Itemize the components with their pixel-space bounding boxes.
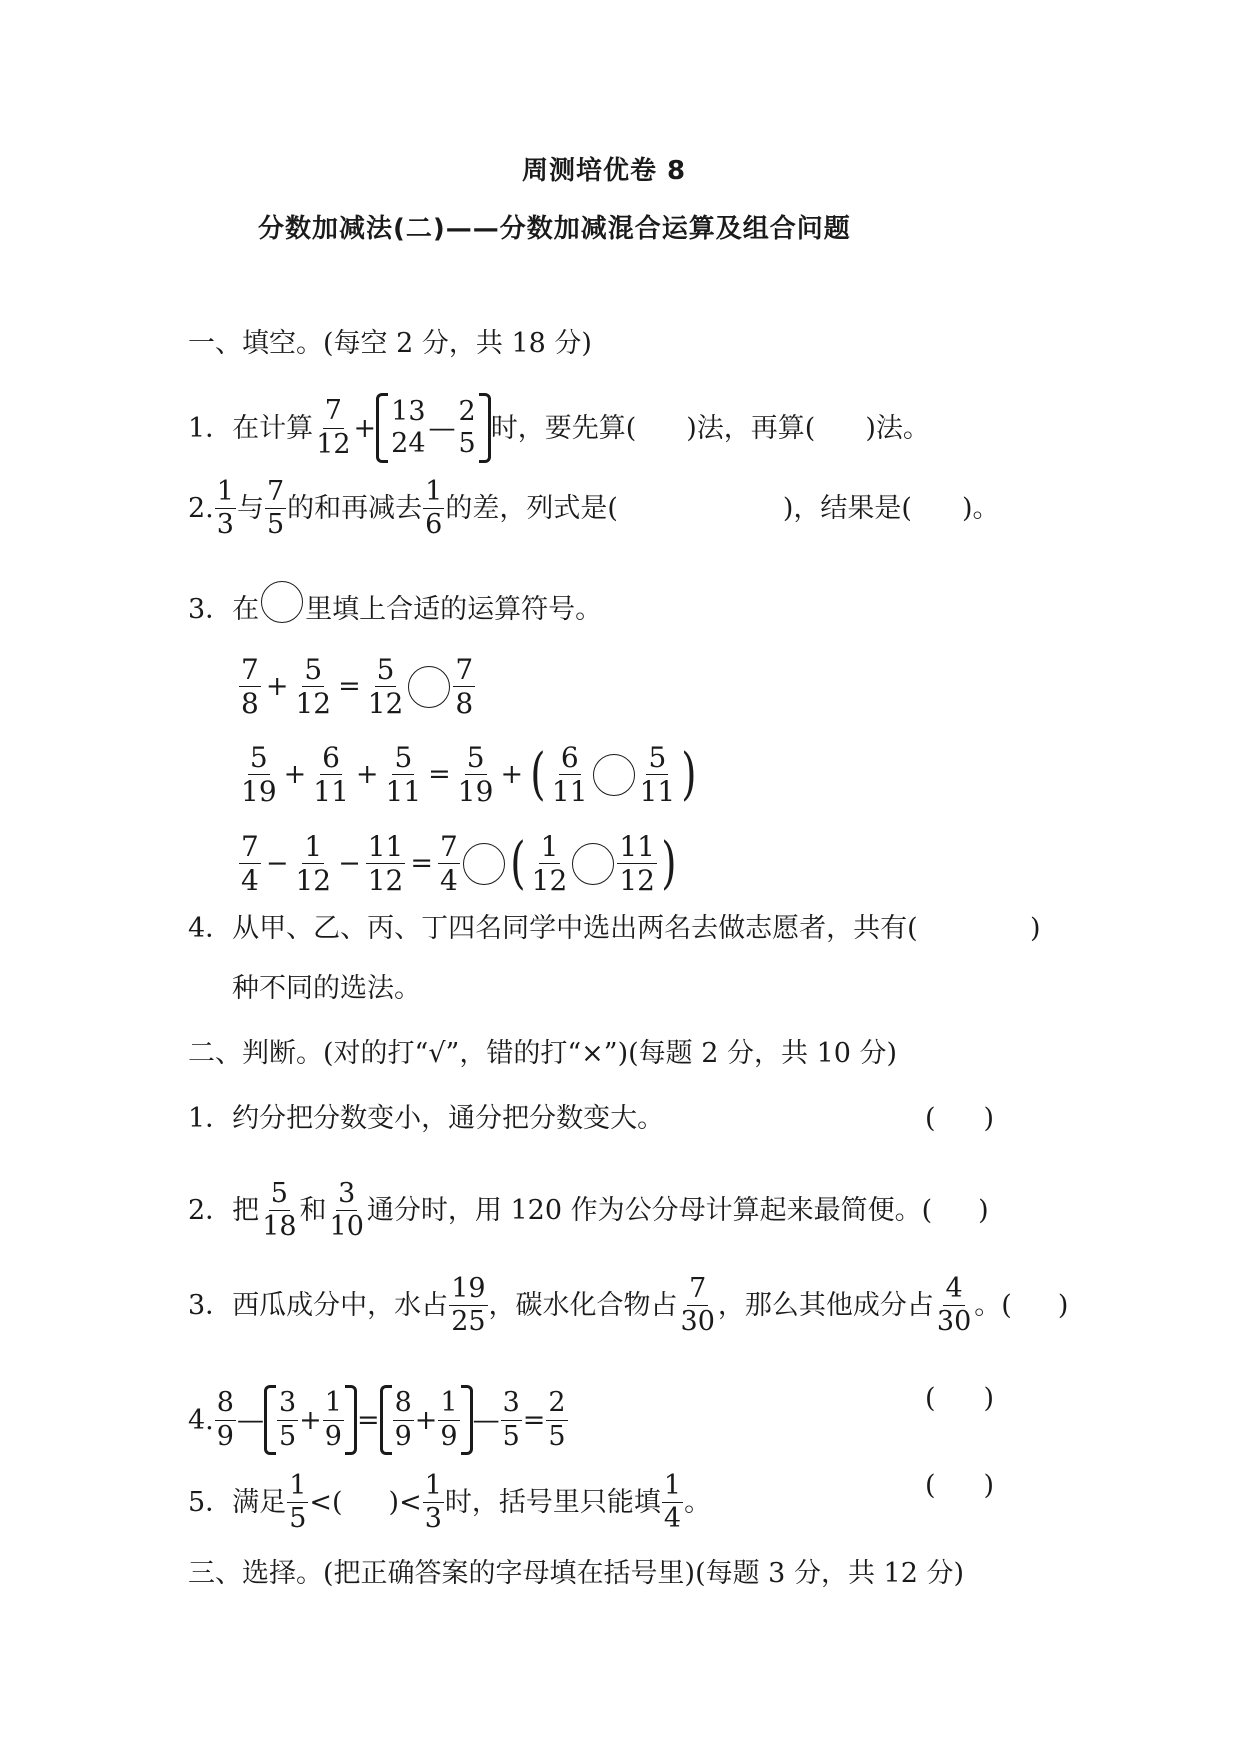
fraction: $\frac{7}{4}$ — [439, 830, 458, 898]
s2-q5-text-1: <( — [309, 1487, 343, 1519]
s2-q5-no: 5．满足 — [188, 1487, 287, 1519]
section-2-heading: 二、判断。(对的打“√”，错的打“×”)(每题 2 分，共 10 分) — [188, 1038, 898, 1069]
s2-q2-text-1: 和 — [299, 1195, 327, 1227]
left-bracket — [376, 393, 388, 463]
right-bracket — [479, 393, 491, 463]
circle-blank[interactable] — [463, 843, 505, 885]
left-paren: ( — [530, 741, 546, 807]
s1-q1 — [188, 393, 930, 463]
fraction: $\frac{7}{30}$ — [680, 1273, 715, 1338]
s2-q1: 1．约分把分数变小，通分把分数变大。 — [188, 1103, 665, 1134]
s2-q3-text-3: 。( — [974, 1290, 1012, 1322]
plus-sign: + — [500, 759, 524, 791]
s2-q5 — [188, 1472, 711, 1534]
fraction: $\frac{3}{5}$ — [502, 1387, 520, 1452]
left-bracket — [264, 1385, 276, 1455]
circle-blank[interactable] — [408, 666, 450, 708]
minus-sign: − — [265, 848, 289, 880]
s1-q1-no: 1．在计算 — [188, 412, 314, 444]
s1-q4-line-2: 种不同的选法。 — [232, 973, 421, 1004]
s1-q2-no: 2. — [188, 493, 214, 525]
fraction: $\frac{8}{9}$ — [216, 1387, 234, 1452]
fraction: $\frac{5}{11}$ — [639, 741, 676, 809]
paren-close: ) — [983, 1383, 995, 1414]
left-paren: ( — [510, 830, 526, 896]
s1-q1-text-2: )法，再算( — [686, 412, 816, 444]
s2-q5-text-2: )< — [388, 1487, 422, 1519]
fraction: $\frac{7}{8}$ — [455, 653, 474, 721]
plus-sign: + — [355, 759, 379, 791]
right-bracket — [461, 1385, 473, 1455]
s2-q2 — [188, 1180, 989, 1242]
fraction: 13 24 — [391, 395, 426, 459]
fraction: $\frac{3}{10}$ — [329, 1178, 364, 1243]
s1-q3-row-3 — [238, 832, 680, 896]
fraction: $\frac{6}{11}$ — [313, 741, 349, 809]
fraction: $\frac{7}{4}$ — [241, 830, 259, 898]
circle-blank[interactable] — [572, 843, 614, 885]
fraction: $\frac{19}{25}$ — [451, 1273, 486, 1338]
minus-sign: — — [472, 1404, 500, 1436]
s1-q2-text-5: )。 — [961, 493, 1000, 525]
paren-close: ) — [983, 1470, 995, 1501]
plus-sign: + — [414, 1404, 438, 1436]
page-title: 周测培优卷 8 — [522, 156, 687, 186]
fraction: $\frac{5}{12}$ — [367, 653, 404, 721]
s2-q4 — [188, 1385, 569, 1455]
paren-close: ) — [983, 1103, 995, 1134]
s2-q5-text-3: 时，括号里只能填 — [444, 1487, 661, 1519]
s1-q2-text-1: 与 — [236, 493, 264, 525]
fraction: $\frac{5}{18}$ — [262, 1178, 297, 1243]
minus-sign: — — [236, 1404, 264, 1436]
s1-q1-text-1: 时，要先算( — [490, 412, 637, 444]
paren-open: ( — [925, 1103, 936, 1134]
s1-q3-text-a: 3．在 — [188, 593, 260, 625]
fraction: $\frac{1}{9}$ — [324, 1387, 342, 1452]
s1-q3-row-1 — [238, 655, 476, 719]
s1-q1-text-3: )法。 — [865, 412, 930, 444]
right-paren: ) — [661, 830, 677, 896]
fraction: $\frac{6}{11}$ — [551, 741, 588, 809]
s2-q3-text-1: ，碳水化合物占 — [488, 1290, 678, 1322]
s2-q5-text-4: 。 — [684, 1487, 712, 1519]
plus-sign: + — [299, 1404, 322, 1436]
plus-sign: + — [265, 671, 289, 703]
s1-q3 — [188, 595, 602, 623]
fraction: $\frac{7}{12}$ — [316, 395, 351, 460]
s2-q3-no: 3．西瓜成分中，水占 — [188, 1290, 449, 1322]
fraction: $\frac{1}{6}$ — [425, 476, 443, 541]
fraction: $\frac{5}{12}$ — [295, 653, 332, 721]
s1-q4-close: ) — [1030, 913, 1041, 944]
s2-q2-text-2: 通分时，用 120 作为公分母计算起来最简便。( — [366, 1195, 933, 1227]
fraction: $\frac{1}{12}$ — [531, 830, 568, 898]
s1-q2-text-2: 的和再减去 — [287, 493, 423, 525]
right-bracket — [345, 1385, 357, 1455]
fraction: $\frac{11}{12}$ — [367, 830, 404, 898]
equals-sign: = — [428, 759, 451, 791]
left-bracket — [380, 1385, 392, 1455]
fraction: 2 5 — [458, 395, 476, 459]
fraction: $\frac{5}{11}$ — [385, 741, 422, 809]
s2-q3 — [188, 1275, 1068, 1337]
plus-sign: + — [353, 412, 377, 444]
paren-open: ( — [925, 1470, 936, 1501]
right-paren: ) — [681, 741, 697, 807]
s2-q3-text-2: ，那么其他成分占 — [717, 1290, 934, 1322]
plus-sign: + — [283, 759, 307, 791]
s1-q4-line-1 — [188, 915, 918, 942]
minus-sign: — — [428, 412, 456, 444]
s2-q4-answer[interactable] — [925, 1385, 994, 1412]
equals-sign: = — [338, 671, 361, 703]
fraction: $\frac{1}{4}$ — [663, 1470, 682, 1535]
s1-q2 — [188, 478, 1000, 540]
paren-close: ) — [978, 1195, 989, 1227]
s1-q4-text: 4．从甲、乙、丙、丁四名同学中选出两名去做志愿者，共有( — [188, 913, 918, 944]
fraction: $\frac{1}{9}$ — [440, 1387, 458, 1452]
fraction: $\frac{11}{12}$ — [619, 830, 655, 898]
circle-blank[interactable] — [593, 754, 635, 796]
fraction: $\frac{5}{19}$ — [241, 741, 277, 809]
s1-q2-text-4: )，结果是( — [782, 493, 912, 525]
fraction: $\frac{3}{5}$ — [278, 1387, 297, 1452]
circle-blank[interactable] — [261, 581, 303, 623]
fraction: $\frac{5}{19}$ — [457, 741, 494, 809]
s1-q3-row-2 — [238, 743, 700, 807]
section-1-heading: 一、填空。(每空 2 分，共 18 分) — [188, 328, 592, 359]
fraction: $\frac{1}{3}$ — [216, 476, 234, 541]
equals-sign: = — [356, 1404, 380, 1436]
fraction: $\frac{1}{3}$ — [424, 1470, 442, 1535]
fraction: $\frac{8}{9}$ — [394, 1387, 412, 1452]
s2-q1-answer[interactable] — [925, 1105, 994, 1132]
s2-q4-no: 4. — [188, 1404, 214, 1436]
paren-open: ( — [925, 1383, 936, 1414]
fraction: $\frac{7}{8}$ — [241, 653, 259, 721]
equals-sign: = — [522, 1404, 546, 1436]
s1-q2-text-3: 的差，列式是( — [445, 493, 618, 525]
fraction: $\frac{2}{5}$ — [548, 1387, 566, 1452]
minus-sign: − — [338, 848, 361, 880]
s2-q2-no: 2．把 — [188, 1195, 260, 1227]
s2-q5-answer[interactable] — [925, 1472, 994, 1499]
paren-close: ) — [1057, 1290, 1069, 1322]
equals-sign: = — [410, 848, 433, 880]
section-3-heading: 三、选择。(把正确答案的字母填在括号里)(每题 3 分，共 12 分) — [188, 1558, 964, 1589]
fraction: $\frac{1}{12}$ — [295, 830, 332, 898]
page-subtitle: 分数加减法(二)——分数加减混合运算及组合问题 — [258, 214, 851, 244]
s1-q3-text-b: 里填上合适的运算符号。 — [305, 593, 603, 625]
fraction: $\frac{1}{5}$ — [289, 1470, 307, 1535]
fraction: $\frac{7}{5}$ — [266, 476, 285, 541]
fraction: $\frac{4}{30}$ — [936, 1273, 972, 1338]
